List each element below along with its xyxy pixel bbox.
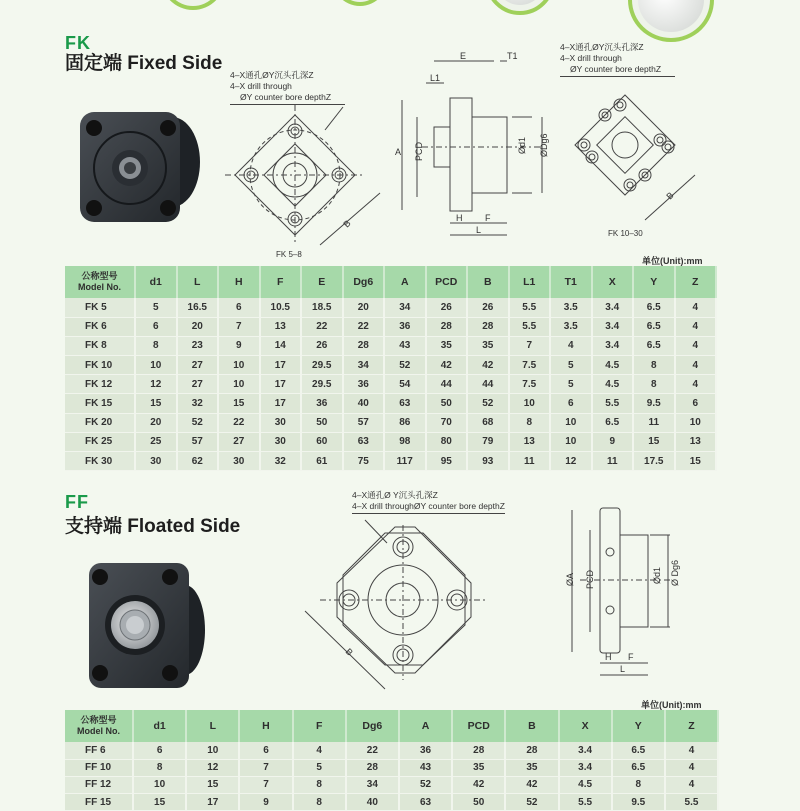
value-cell: 43 — [399, 759, 452, 776]
value-cell: 8 — [133, 759, 186, 776]
value-cell: 42 — [467, 356, 509, 375]
value-cell: 32 — [177, 394, 219, 413]
header-x: X — [592, 266, 634, 298]
value-cell: 5 — [293, 759, 346, 776]
model-cell: FK 8 — [65, 336, 135, 355]
value-cell: 6 — [675, 394, 717, 413]
value-cell: 30 — [135, 452, 177, 471]
value-cell: 9 — [218, 336, 260, 355]
value-cell: 10 — [186, 742, 239, 759]
fk-dim-l: L — [476, 225, 482, 235]
value-cell: 61 — [301, 452, 343, 471]
value-cell: 57 — [343, 413, 385, 432]
model-cell: FK 15 — [65, 394, 135, 413]
value-cell: 22 — [218, 413, 260, 432]
header-e: E — [301, 266, 343, 298]
value-cell: 11 — [592, 452, 634, 471]
value-cell: 15 — [135, 394, 177, 413]
value-cell: 30 — [260, 432, 302, 451]
value-cell: 52 — [177, 413, 219, 432]
ff-dim-l: L — [620, 664, 626, 674]
fk-caption-large: FK 10–30 — [608, 229, 643, 238]
value-cell: 32 — [260, 452, 302, 471]
header-pcd: PCD — [452, 710, 505, 742]
value-cell: 7 — [218, 317, 260, 336]
value-cell: 62 — [177, 452, 219, 471]
model-cell: FK 12 — [65, 375, 135, 394]
header-l: L — [177, 266, 219, 298]
header-model: 公称型号 Model No. — [65, 266, 135, 298]
value-cell: 30 — [218, 452, 260, 471]
value-cell: 63 — [399, 794, 452, 811]
value-cell: 117 — [384, 452, 426, 471]
value-cell: 28 — [426, 317, 468, 336]
value-cell: 36 — [399, 742, 452, 759]
header-t1: T1 — [550, 266, 592, 298]
ff-dim-pcd: PCD — [585, 569, 595, 589]
fk-dim-l1: L1 — [430, 73, 441, 83]
value-cell: 15 — [633, 432, 675, 451]
table-row — [65, 413, 716, 432]
value-cell: 13 — [509, 432, 551, 451]
value-cell: 6.5 — [633, 317, 675, 336]
ff-dim-d1: Ød1 — [652, 566, 662, 584]
fk-table-header — [65, 266, 716, 298]
value-cell: 36 — [343, 375, 385, 394]
value-cell: 20 — [343, 298, 385, 317]
model-cell: FK 6 — [65, 317, 135, 336]
fk-dim-f: F — [485, 213, 491, 223]
value-cell: 95 — [426, 452, 468, 471]
value-cell: 4.5 — [592, 356, 634, 375]
value-cell: 80 — [426, 432, 468, 451]
header-b: B — [505, 710, 558, 742]
product-circle-2 — [330, 0, 390, 6]
fk-dim-a: A — [395, 147, 402, 157]
value-cell: 34 — [343, 356, 385, 375]
header-model: 公称型号 Model No. — [65, 710, 133, 742]
header-h: H — [218, 266, 260, 298]
value-cell: 3.4 — [559, 759, 612, 776]
value-cell: 4 — [293, 742, 346, 759]
value-cell: 7 — [239, 776, 292, 793]
value-cell: 7.5 — [509, 375, 551, 394]
value-cell: 17 — [260, 356, 302, 375]
value-cell: 79 — [467, 432, 509, 451]
header-f: F — [293, 710, 346, 742]
value-cell: 6.5 — [633, 336, 675, 355]
value-cell: 36 — [301, 394, 343, 413]
ff-dim-h: H — [605, 652, 612, 662]
value-cell: 8 — [633, 375, 675, 394]
value-cell: 57 — [177, 432, 219, 451]
value-cell: 26 — [467, 298, 509, 317]
value-cell: 35 — [467, 336, 509, 355]
value-cell: 4 — [675, 317, 717, 336]
model-cell: FK 5 — [65, 298, 135, 317]
value-cell: 36 — [384, 317, 426, 336]
value-cell: 28 — [346, 759, 399, 776]
value-cell: 28 — [452, 742, 505, 759]
value-cell: 5 — [550, 375, 592, 394]
header-l: L — [186, 710, 239, 742]
value-cell: 22 — [346, 742, 399, 759]
value-cell: 7.5 — [509, 356, 551, 375]
ff-dim-b: B — [343, 646, 355, 658]
value-cell: 4 — [675, 356, 717, 375]
value-cell: 35 — [452, 759, 505, 776]
value-cell: 8 — [293, 776, 346, 793]
value-cell: 40 — [346, 794, 399, 811]
fk-drill-note-right: 4–X通孔ØY沉头孔深Z 4–X drill through ØY counter bore depthZ — [560, 42, 675, 77]
header-dg6: Dg6 — [343, 266, 385, 298]
value-cell: 4 — [665, 776, 718, 793]
value-cell: 27 — [218, 432, 260, 451]
header-z: Z — [675, 266, 717, 298]
header-dg6: Dg6 — [346, 710, 399, 742]
value-cell: 9 — [239, 794, 292, 811]
value-cell: 14 — [260, 336, 302, 355]
table-row — [65, 336, 716, 355]
value-cell: 68 — [467, 413, 509, 432]
value-cell: 15 — [218, 394, 260, 413]
table-row — [65, 742, 718, 759]
value-cell: 22 — [343, 317, 385, 336]
value-cell: 5 — [135, 298, 177, 317]
value-cell: 75 — [343, 452, 385, 471]
value-cell: 23 — [177, 336, 219, 355]
value-cell: 8 — [509, 413, 551, 432]
value-cell: 17 — [186, 794, 239, 811]
value-cell: 6 — [239, 742, 292, 759]
value-cell: 27 — [177, 375, 219, 394]
value-cell: 29.5 — [301, 356, 343, 375]
fk-dim-dg6: ØDg6 — [539, 133, 549, 157]
table-row — [65, 776, 718, 793]
value-cell: 9 — [592, 432, 634, 451]
table-row — [65, 759, 718, 776]
value-cell: 9.5 — [633, 394, 675, 413]
header-a: A — [399, 710, 452, 742]
value-cell: 10 — [218, 375, 260, 394]
value-cell: 4.5 — [592, 375, 634, 394]
value-cell: 5 — [550, 356, 592, 375]
value-cell: 12 — [135, 375, 177, 394]
fk-dim-b-right: B — [664, 190, 676, 202]
value-cell: 52 — [384, 356, 426, 375]
value-cell: 12 — [550, 452, 592, 471]
value-cell: 50 — [426, 394, 468, 413]
value-cell: 43 — [384, 336, 426, 355]
header-y: Y — [612, 710, 665, 742]
value-cell: 44 — [426, 375, 468, 394]
value-cell: 6.5 — [633, 298, 675, 317]
value-cell: 50 — [301, 413, 343, 432]
fk-dim-e: E — [460, 51, 467, 61]
value-cell: 10 — [550, 413, 592, 432]
value-cell: 26 — [301, 336, 343, 355]
value-cell: 10 — [218, 356, 260, 375]
ff-dim-f: F — [628, 652, 634, 662]
value-cell: 4 — [550, 336, 592, 355]
fk-drill-note-left: 4–X通孔ØY沉头孔深Z 4–X drill through ØY counter bore depthZ — [230, 70, 345, 105]
value-cell: 6 — [550, 394, 592, 413]
ff-section-code: FF — [65, 492, 89, 512]
model-cell: FF 10 — [65, 759, 133, 776]
fk-caption-small: FK 5–8 — [276, 250, 302, 259]
value-cell: 54 — [384, 375, 426, 394]
value-cell: 15 — [675, 452, 717, 471]
value-cell: 3.4 — [592, 317, 634, 336]
value-cell: 34 — [384, 298, 426, 317]
value-cell: 20 — [135, 413, 177, 432]
value-cell: 8 — [293, 794, 346, 811]
value-cell: 17 — [260, 375, 302, 394]
product-circle-1 — [160, 0, 226, 10]
header-y: Y — [633, 266, 675, 298]
value-cell: 52 — [399, 776, 452, 793]
header-l1: L1 — [509, 266, 551, 298]
fk-10-30-front-drawing — [570, 85, 700, 225]
header-h: H — [239, 710, 292, 742]
header-pcd: PCD — [426, 266, 468, 298]
value-cell: 10 — [135, 356, 177, 375]
value-cell: 44 — [467, 375, 509, 394]
value-cell: 10.5 — [260, 298, 302, 317]
fk-section-code: FK — [65, 33, 91, 53]
table-row — [65, 432, 716, 451]
ff-spec-table — [65, 710, 719, 811]
value-cell: 4.5 — [559, 776, 612, 793]
table-row — [65, 375, 716, 394]
value-cell: 8 — [612, 776, 665, 793]
value-cell: 16.5 — [177, 298, 219, 317]
header-a: A — [384, 266, 426, 298]
value-cell: 40 — [343, 394, 385, 413]
value-cell: 86 — [384, 413, 426, 432]
value-cell: 12 — [186, 759, 239, 776]
header-x: X — [559, 710, 612, 742]
value-cell: 17 — [260, 394, 302, 413]
table-row — [65, 298, 716, 317]
value-cell: 42 — [426, 356, 468, 375]
value-cell: 29.5 — [301, 375, 343, 394]
fk-dim-t1: T1 — [507, 51, 518, 61]
model-cell: FF 6 — [65, 742, 133, 759]
fk-dim-b-label: B — [341, 218, 353, 230]
value-cell: 42 — [452, 776, 505, 793]
value-cell: 34 — [346, 776, 399, 793]
product-circle-3 — [485, 0, 555, 15]
table-row — [65, 317, 716, 336]
fk-unit-label: 单位(Unit):mm — [642, 256, 703, 266]
value-cell: 7 — [239, 759, 292, 776]
value-cell: 11 — [509, 452, 551, 471]
value-cell: 4 — [665, 742, 718, 759]
value-cell: 5.5 — [509, 298, 551, 317]
value-cell: 3.4 — [592, 298, 634, 317]
value-cell: 9.5 — [612, 794, 665, 811]
fk-side-section-drawing — [392, 51, 552, 235]
value-cell: 4 — [675, 375, 717, 394]
value-cell: 35 — [426, 336, 468, 355]
model-cell: FK 30 — [65, 452, 135, 471]
value-cell: 4 — [675, 336, 717, 355]
value-cell: 6 — [135, 317, 177, 336]
value-cell: 4 — [675, 298, 717, 317]
value-cell: 42 — [505, 776, 558, 793]
value-cell: 8 — [135, 336, 177, 355]
model-cell: FK 10 — [65, 356, 135, 375]
value-cell: 5.5 — [509, 317, 551, 336]
fk-5-8-front-drawing — [225, 105, 395, 255]
value-cell: 3.5 — [550, 317, 592, 336]
ff-unit-label: 单位(Unit):mm — [641, 700, 702, 710]
value-cell: 15 — [133, 794, 186, 811]
ff-side-section-drawing — [560, 500, 680, 680]
value-cell: 60 — [301, 432, 343, 451]
value-cell: 6.5 — [612, 759, 665, 776]
ff-front-drawing — [295, 515, 495, 690]
fk-spec-table — [65, 266, 717, 471]
value-cell: 20 — [177, 317, 219, 336]
header-f: F — [260, 266, 302, 298]
value-cell: 3.4 — [592, 336, 634, 355]
value-cell: 4 — [665, 759, 718, 776]
value-cell: 15 — [186, 776, 239, 793]
value-cell: 11 — [633, 413, 675, 432]
fk-dim-pcd: PCD — [414, 141, 424, 161]
value-cell: 6 — [133, 742, 186, 759]
product-circle-4 — [628, 0, 714, 42]
value-cell: 27 — [177, 356, 219, 375]
value-cell: 26 — [426, 298, 468, 317]
value-cell: 8 — [633, 356, 675, 375]
header-d1: d1 — [133, 710, 186, 742]
value-cell: 10 — [509, 394, 551, 413]
table-row — [65, 356, 716, 375]
value-cell: 6 — [218, 298, 260, 317]
value-cell: 22 — [301, 317, 343, 336]
value-cell: 52 — [505, 794, 558, 811]
value-cell: 6.5 — [612, 742, 665, 759]
ff-dim-a: ØA — [565, 572, 575, 586]
value-cell: 10 — [675, 413, 717, 432]
value-cell: 28 — [343, 336, 385, 355]
table-row — [65, 794, 718, 811]
ff-table-header — [65, 710, 718, 742]
value-cell: 17.5 — [633, 452, 675, 471]
value-cell: 28 — [505, 742, 558, 759]
value-cell: 63 — [343, 432, 385, 451]
ff-drill-note: 4–X通孔Ø Y沉头孔深Z 4–X drill throughØY counter bore depthZ — [352, 490, 505, 514]
fk-dim-d1: Ød1 — [517, 136, 527, 154]
value-cell: 98 — [384, 432, 426, 451]
value-cell: 5.5 — [559, 794, 612, 811]
value-cell: 5.5 — [592, 394, 634, 413]
value-cell: 63 — [384, 394, 426, 413]
fk-dim-h: H — [456, 213, 463, 223]
value-cell: 3.5 — [550, 298, 592, 317]
value-cell: 10 — [133, 776, 186, 793]
value-cell: 7 — [509, 336, 551, 355]
value-cell: 13 — [260, 317, 302, 336]
value-cell: 35 — [505, 759, 558, 776]
model-cell: FK 25 — [65, 432, 135, 451]
header-b: B — [467, 266, 509, 298]
value-cell: 13 — [675, 432, 717, 451]
value-cell: 30 — [260, 413, 302, 432]
ff-section-title: 支持端 Floated Side — [65, 516, 241, 537]
fk-section-title: 固定端 Fixed Side — [65, 53, 223, 74]
fk-product-photo — [72, 100, 207, 235]
value-cell: 28 — [467, 317, 509, 336]
table-row — [65, 452, 716, 471]
value-cell: 10 — [550, 432, 592, 451]
value-cell: 70 — [426, 413, 468, 432]
header-z: Z — [665, 710, 718, 742]
value-cell: 93 — [467, 452, 509, 471]
model-cell: FF 12 — [65, 776, 133, 793]
header-d1: d1 — [135, 266, 177, 298]
ff-dim-dg6: Ø Dg6 — [670, 559, 680, 586]
value-cell: 5.5 — [665, 794, 718, 811]
value-cell: 18.5 — [301, 298, 343, 317]
value-cell: 52 — [467, 394, 509, 413]
model-cell: FF 15 — [65, 794, 133, 811]
value-cell: 3.4 — [559, 742, 612, 759]
table-row — [65, 394, 716, 413]
model-cell: FK 20 — [65, 413, 135, 432]
ff-product-photo — [85, 555, 210, 695]
value-cell: 50 — [452, 794, 505, 811]
value-cell: 6.5 — [592, 413, 634, 432]
value-cell: 25 — [135, 432, 177, 451]
